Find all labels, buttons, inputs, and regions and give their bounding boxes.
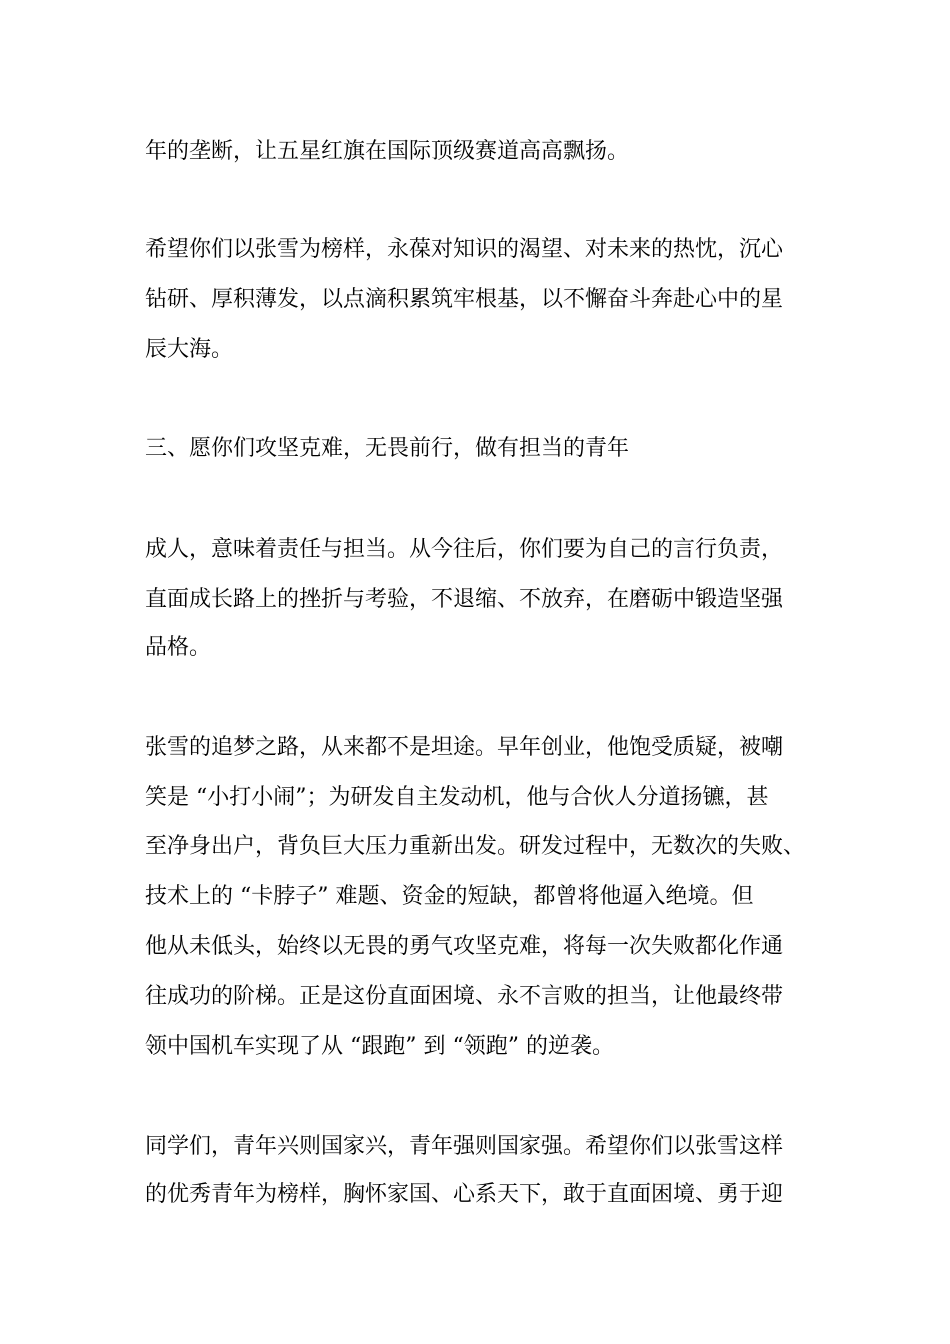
paragraph-1-line-1: 年的垄断，让五星红旗在国际顶级赛道高高飘扬。 (145, 139, 630, 164)
paragraph-4-line-6: 往成功的阶梯。正是这份直面困境、永不言败的担当，让他最终带 (145, 984, 784, 1009)
paragraph-2-line-1: 希望你们以张雪为榜样，永葆对知识的渴望、对未来的热忱，沉心 (145, 237, 784, 262)
paragraph-3-line-1: 成人，意味着责任与担当。从今往后，你们要为自己的言行负责， (145, 537, 784, 562)
paragraph-4-line-7: 领中国机车实现了从 “跟跑” 到 “领跑” 的逆袭。 (145, 1034, 614, 1059)
paragraph-2-line-2: 钻研、厚积薄发，以点滴积累筑牢根基，以不懈奋斗奔赴心中的星 (145, 287, 784, 312)
paragraph-5-line-1: 同学们，青年兴则国家兴，青年强则国家强。希望你们以张雪这样 (145, 1134, 784, 1159)
paragraph-4-line-4: 技术上的 “卡脖子” 难题、资金的短缺，都曾将他逼入绝境。但 (145, 884, 754, 909)
paragraph-4-line-3: 至净身出户，背负巨大压力重新出发。研发过程中，无数次的失败、 (145, 834, 806, 859)
paragraph-4-line-2: 笑是 “小打小闹”；为研发自主发动机，他与合伙人分道扬镳，甚 (145, 785, 769, 810)
paragraph-3-line-3: 品格。 (145, 635, 212, 660)
paragraph-2-line-3: 辰大海。 (145, 337, 234, 362)
paragraph-3-line-2: 直面成长路上的挫折与考验，不退缩、不放弃，在磨砺中锻造坚强 (145, 587, 784, 612)
paragraph-5-line-2: 的优秀青年为榜样，胸怀家国、心系天下，敢于直面困境、勇于迎 (145, 1182, 784, 1207)
paragraph-4-line-1: 张雪的追梦之路，从来都不是坦途。早年创业，他饱受质疑，被嘲 (145, 735, 784, 760)
section-heading-3: 三、愿你们攻坚克难，无畏前行，做有担当的青年 (145, 436, 630, 461)
paragraph-4-line-5: 他从未低头，始终以无畏的勇气攻坚克难，将每一次失败都化作通 (145, 934, 784, 959)
